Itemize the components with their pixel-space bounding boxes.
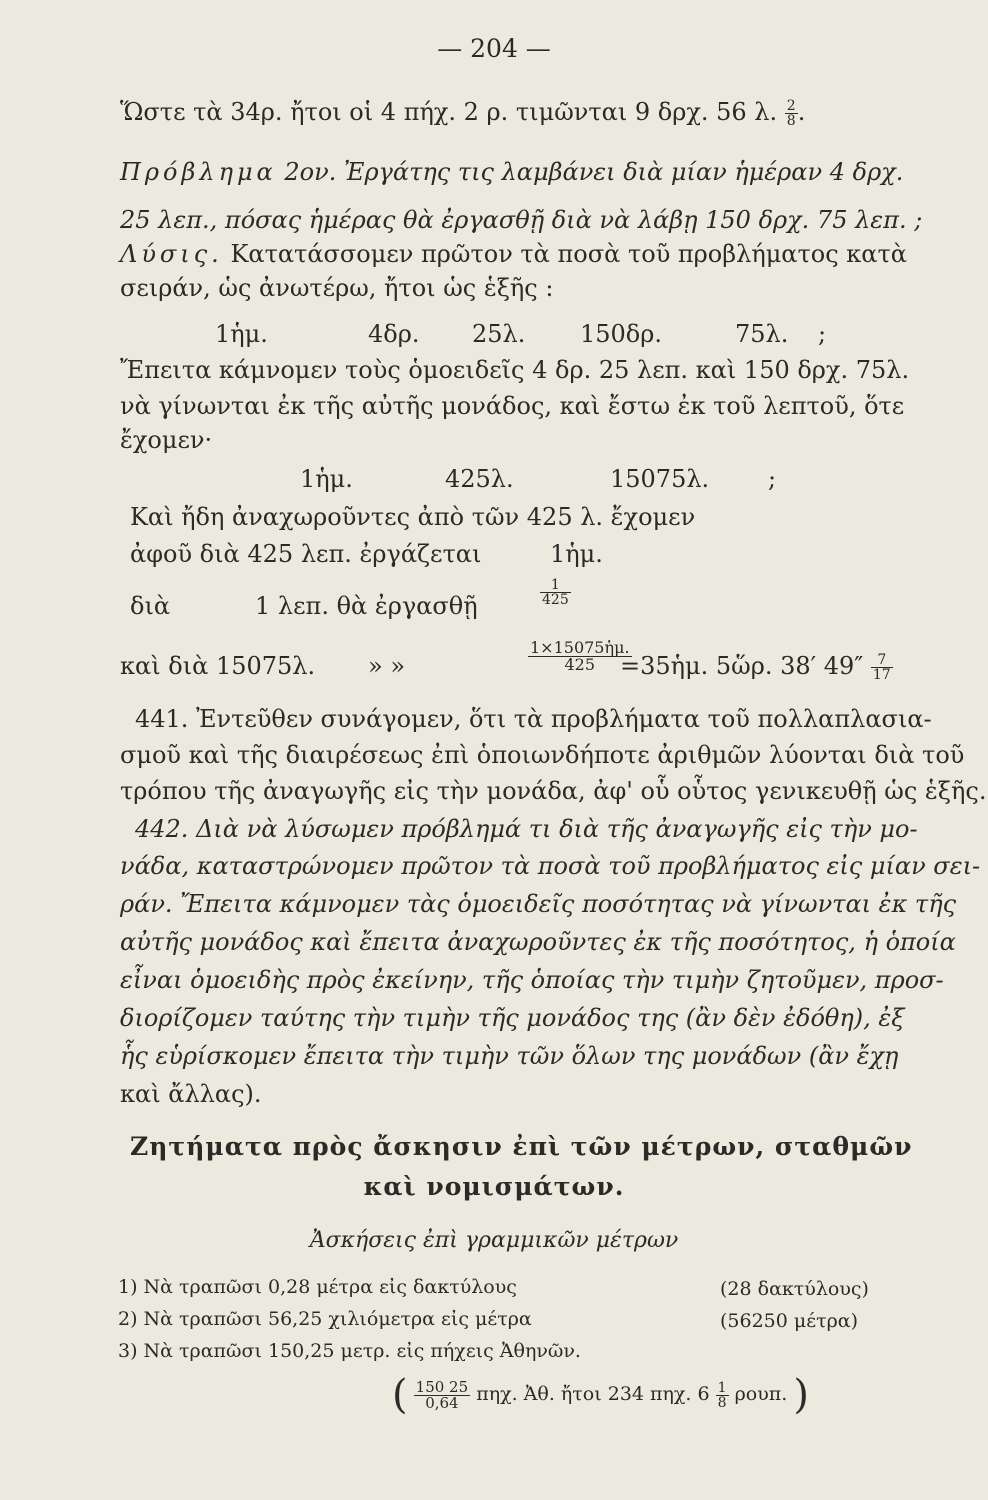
text-line: σμοῦ καὶ τῆς διαιρέσεως ἐπὶ ὁποιωνδήποτε ἀριθμῶν λύονται διὰ τοῦ [120, 741, 965, 769]
fraction-denominator: 425 [564, 655, 596, 674]
text-line: 1 λεπ. θὰ ἐργασθῇ [255, 592, 478, 620]
table-cell: 15075λ. [610, 465, 710, 493]
exercise-answer: (56250 μέτρα) [720, 1310, 859, 1332]
text-line: 441. Ἐντεῦθεν συνάγομεν, ὅτι τὰ προβλήματα τοῦ πολλαπλασια- [135, 705, 932, 733]
text-line: τρόπου τῆς ἀναγωγῆς εἰς τὴν μονάδα, ἀφ' οὗ οὗτος γενικευθῇ ὡς ἑξῆς. [120, 777, 987, 805]
fraction-denominator: 425 [542, 592, 569, 608]
fraction [716, 1381, 729, 1410]
fraction-numerator: 7 [871, 653, 893, 668]
section-heading: καὶ νομισμάτων. [363, 1172, 625, 1201]
text-span: Ὥστε τὰ 34ρ. ἤτοι οἱ 4 πήχ. 2 ρ. τιμῶνται 9 δρχ. 56 λ. [120, 98, 778, 126]
text-line: ἧς εὑρίσκομεν ἔπειτα τὴν τιμὴν τῶν ὅλων της μονάδων (ἂν ἔχῃ [120, 1042, 899, 1070]
text-line [120, 158, 903, 186]
table-cell: ; [818, 320, 827, 348]
text-span: 2ον. Ἐργάτης τις λαμβάνει διὰ μίαν ἡμέραν 4 δρχ. [284, 158, 904, 186]
problem-label: Πρόβλημα [120, 158, 277, 186]
text-span: Κατατάσσομεν πρῶτον τὰ ποσὰ τοῦ προβλήματος κατὰ [230, 240, 907, 268]
fraction-numerator: 2 [786, 98, 796, 114]
fraction-denominator: 8 [786, 113, 796, 129]
text-line: διορίζομεν ταύτης τὴν τιμὴν τῆς μονάδος της (ἂν δὲν ἐδόθη), ἐξ [120, 1004, 905, 1032]
text-line: καὶ διὰ 15075λ. [120, 652, 316, 680]
fraction-numerator: 1 [540, 578, 571, 593]
text-line: ἀφοῦ διὰ 425 λεπ. ἐργάζεται [130, 540, 482, 568]
text-line: καὶ ἄλλας). [120, 1080, 262, 1108]
fraction [785, 99, 798, 128]
text-line: Ἔπειτα κάμνομεν τοὺς ὁμοειδεῖς 4 δρ. 25 λεπ. καὶ 150 δρχ. 75λ. [120, 356, 910, 384]
text-line: νάδα, καταστρώνομεν πρῶτον τὰ ποσὰ τοῦ προβλήματος εἰς μίαν σει- [120, 852, 981, 880]
fraction [540, 578, 571, 607]
text-line: 1ἡμ. [550, 540, 603, 568]
fraction-numerator: 1 [717, 1379, 727, 1396]
table-cell: 425λ. [445, 465, 514, 493]
table-cell: 75λ. [735, 320, 789, 348]
text-line: σειράν, ὡς ἀνωτέρω, ἤτοι ὡς ἑξῆς : [120, 274, 554, 302]
text-line: 442. Διὰ νὰ λύσωμεν πρόβλημά τι διὰ τῆς ἀναγωγῆς εἰς τὴν μο- [135, 815, 918, 843]
table-cell: 25λ. [472, 320, 526, 348]
table-cell: 4δρ. [368, 320, 420, 348]
text-line [120, 240, 907, 268]
text-line: ράν. Ἔπειτα κάμνομεν τὰς ὁμοειδεῖς ποσότητας νὰ γίνωνται ἐκ τῆς [120, 890, 957, 918]
table-cell: 1ἡμ. [300, 465, 353, 493]
period: . [797, 98, 806, 126]
fraction-denominator: 17 [872, 667, 891, 683]
fraction-denominator: 0,64 [425, 1393, 459, 1412]
solution-label: Λύσις. [120, 240, 223, 268]
text-line: εἶναι ὁμοειδὴς πρὸς ἐκείνην, τῆς ὁποίας τὴν τιμὴν ζητοῦμεν, προσ- [120, 966, 944, 994]
ditto-marks: » » [368, 652, 405, 680]
exercise-item: 2) Νὰ τραπῶσι 56,25 χιλιόμετρα εἰς μέτρα [118, 1308, 532, 1330]
fraction [528, 640, 632, 673]
section-heading: Ζητήματα πρὸς ἄσκησιν ἐπὶ τῶν μέτρων, σταθμῶν [130, 1132, 913, 1161]
text-line: νὰ γίνωνται ἐκ τῆς αὐτῆς μονάδος, καὶ ἔστω ἐκ τοῦ λεπτοῦ, ὅτε [120, 392, 905, 420]
exercise-item: 3) Νὰ τραπῶσι 150,25 μετρ. εἰς πήχεις Ἀθηνῶν. [118, 1340, 581, 1362]
close-paren: ) [793, 1372, 809, 1418]
text-span: =35ἡμ. 5ὥρ. 38′ 49″ [620, 652, 864, 680]
table-cell: 150δρ. [580, 320, 662, 348]
result [620, 652, 893, 682]
text-span: πηχ. Ἀθ. ἤτοι 234 πηχ. 6 [476, 1383, 710, 1405]
open-paren: ( [392, 1372, 408, 1418]
page-number: — 204 — [437, 34, 551, 63]
text-line [120, 98, 805, 128]
subheading: Ἀσκήσεις ἐπὶ γραμμικῶν μέτρων [309, 1228, 679, 1253]
fraction-denominator: 8 [717, 1394, 727, 1411]
text-span: ρουπ. [734, 1383, 788, 1405]
table-cell: 1ἡμ. [215, 320, 268, 348]
fraction-numerator: 150 25 [415, 1377, 469, 1396]
table-cell: ; [768, 465, 777, 493]
text-line: 25 λεπ., πόσας ἡμέρας θὰ ἐργασθῇ διὰ νὰ λάβῃ 150 δρχ. 75 λεπ. ; [120, 206, 923, 234]
text-line: αὐτῆς μονάδος καὶ ἔπειτα ἀναχωροῦντες ἐκ τῆς ποσότητος, ἡ ὁποία [120, 928, 956, 956]
exercise-answer: (28 δακτύλους) [720, 1278, 869, 1300]
fraction-numerator: 1×15075ἡμ. [530, 638, 630, 657]
text-line: διὰ [130, 592, 171, 620]
fraction [414, 1377, 471, 1412]
exercise-solution [392, 1372, 809, 1418]
exercise-item: 1) Νὰ τραπῶσι 0,28 μέτρα εἰς δακτύλους [118, 1276, 517, 1298]
fraction [871, 653, 893, 682]
text-line: ἔχομεν· [120, 426, 213, 454]
text-line: Καὶ ἤδη ἀναχωροῦντες ἀπὸ τῶν 425 λ. ἔχομεν [130, 503, 696, 531]
